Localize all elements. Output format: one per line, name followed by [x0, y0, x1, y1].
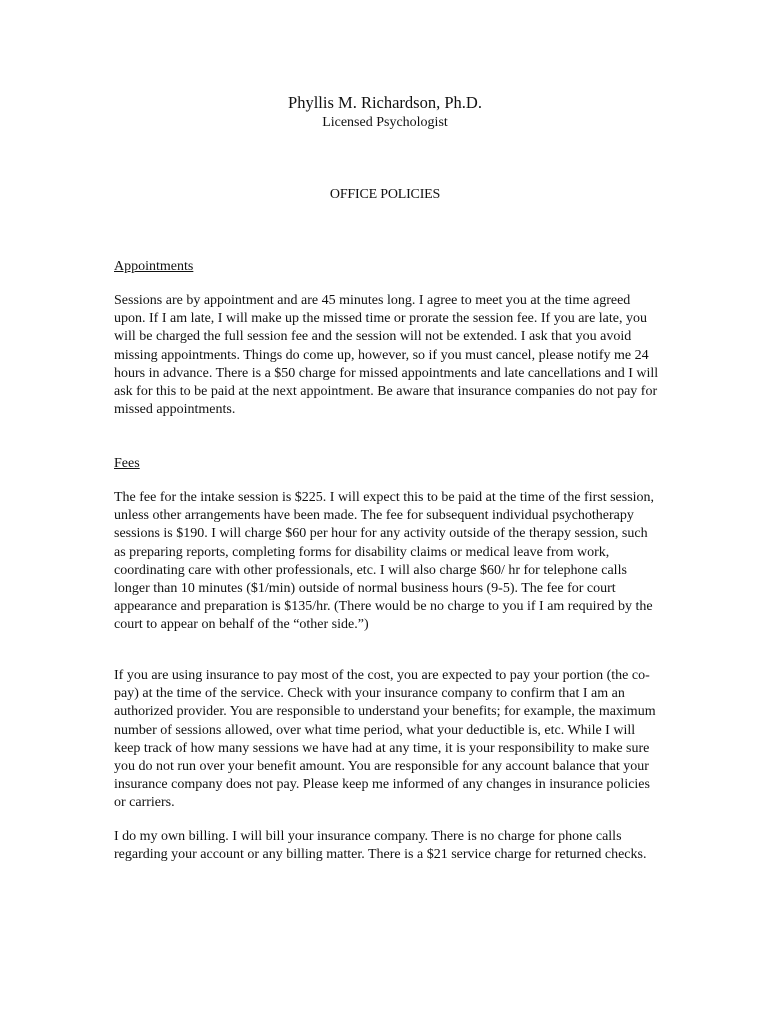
appointments-paragraph: Sessions are by appointment and are 45 minutes long. I agree to meet you at the time agreed upon. If I am late, I will make up the missed time or prorate the session fee. If you are late, you will be charged the full session fee and the session will not be extended. I ask that you avoid missing appointments. Things do come up, however, so if you must cancel, please notify me 24 hours in advance. There is a $50 charge for missed appointments and late cancellations and I will ask for this to be paid at the next appointment. Be aware that insurance companies do not pay for missed appointments. — [114, 293, 659, 418]
appointments-heading: Appointments — [114, 259, 194, 274]
fees-paragraph-2: If you are using insurance to pay most of the cost, you are expected to pay your portion (the co-pay) at the time of the service. Check with your insurance company to confirm that I am an authorized provider. You are responsible to understand your benefits; for example, the maximum number of sessions allowed, over what time period, what your deductible is, etc. While I will keep track of how many sessions we have had at any time, it is your responsibility to make sure you do not run over your benefit amount. You are responsible for any account balance that your insurance company does not pay. Please keep me informed of any changes in insurance policies or carriers. — [114, 668, 656, 811]
fees-paragraph-1: The fee for the intake session is $225. I will expect this to be paid at the time of the first session, unless other arrangements have been made. The fee for subsequent individual psychotherapy sessions is $190. I will charge $60 per hour for any activity outside of the therapy session, such as preparing reports, completing forms for disability claims or medical leave from work, coordinating care with other professionals, etc. I will also charge $60/ hr for telephone calls longer than 10 minutes ($1/min) outside of normal business hours (9-5). The fee for court appearance and preparation is $135/hr. (There would be no charge to you if I am required by the court to appear on behalf of the “other side.”) — [114, 490, 655, 633]
letterhead — [0, 92, 770, 132]
fees-heading: Fees — [114, 456, 140, 471]
author-title: Licensed Psychologist — [322, 115, 448, 130]
author-name: Phyllis M. Richardson, Ph.D. — [288, 93, 482, 112]
document-title: OFFICE POLICIES — [329, 187, 441, 202]
fees-paragraph-3: I do my own billing. I will bill your insurance company. There is no charge for phone calls regarding your account or any billing matter. There is a $21 service charge for returned checks. — [114, 829, 647, 863]
